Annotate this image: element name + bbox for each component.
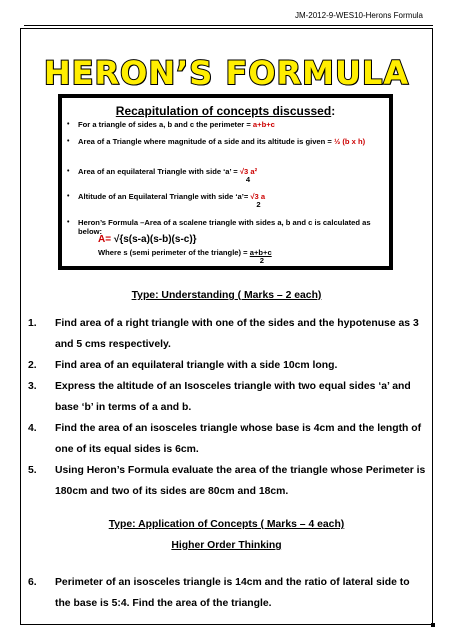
- page-title: HERON’S FORMULA: [43, 54, 410, 92]
- question-text: Find the area of an isosceles triangle whose base is 4cm and the length of one of its equal sides is 6cm.: [55, 423, 422, 455]
- recap-heading-colon: :: [331, 104, 336, 118]
- recap-box: [58, 94, 393, 270]
- recap-item-text: Area of an equilateral Triangle with side ‘a’ =: [78, 167, 240, 176]
- bullet-icon: •: [67, 168, 70, 175]
- bullet-icon: •: [67, 219, 70, 226]
- question-text: Perimeter of an isosceles triangle is 14cm and the ratio of lateral side to the base is 5:4. Find the area of the triangle.: [55, 577, 410, 609]
- bullet-icon: •: [67, 138, 70, 145]
- recap-item-highlight: ½ (b x h): [333, 137, 366, 146]
- question-number: 4.: [28, 423, 37, 434]
- document-code: JM-2012-9-WES10-Herons Formula: [294, 11, 423, 20]
- question-number: 5.: [28, 465, 37, 476]
- recap-item-highlight: √3 a: [250, 192, 266, 201]
- fraction-denominator: 2: [259, 256, 264, 265]
- semi-perimeter-definition: [98, 248, 272, 265]
- question-text: Find area of an equilateral triangle with a side 10cm long.: [55, 360, 338, 371]
- question-number: 2.: [28, 360, 37, 371]
- recap-heading: [62, 104, 389, 118]
- question-item: [28, 376, 426, 418]
- recap-item-text: For a triangle of sides a, b and c the perimeter =: [78, 120, 253, 129]
- where-numerator: a+b+c: [249, 248, 272, 257]
- question-item: [28, 460, 426, 502]
- question-number: 6.: [28, 577, 37, 588]
- recap-item-highlight: a+b+c: [252, 120, 275, 129]
- recap-item-text: Altitude of an Equilateral Triangle with side ‘a’=: [78, 192, 251, 201]
- formula-expression: √{s(s-a)(s-b)(s-c)}: [113, 234, 197, 245]
- recap-item-text: Heron’s Formula –Area of a scalene triangle with sides a, b and c is calculated as below:: [78, 218, 371, 236]
- fraction-denominator: 2: [256, 200, 261, 209]
- question-item: [28, 355, 426, 376]
- recap-item-highlight: √3 a²: [239, 167, 258, 176]
- section-heading: Type: Understanding ( Marks – 2 each): [131, 290, 322, 301]
- recap-item-text: Area of a Triangle where magnitude of a side and its altitude is given =: [78, 137, 334, 146]
- recap-heading-text: Recapitulation of concepts discussed: [115, 104, 332, 118]
- header-divider: [24, 25, 433, 26]
- section-heading: Type: Application of Concepts ( Marks – 4 each): [108, 519, 345, 530]
- where-text: Where s (semi perimeter of the triangle) =: [98, 248, 250, 257]
- heron-formula: [98, 234, 197, 245]
- section-subheading: Higher Order Thinking: [171, 540, 282, 551]
- question-number: 1.: [28, 318, 37, 329]
- question-text: Express the altitude of an Isosceles triangle with two equal sides ‘a’ and base ‘b’ in terms of a and b.: [55, 381, 411, 413]
- question-number: 3.: [28, 381, 37, 392]
- bullet-icon: •: [67, 121, 70, 128]
- question-text: Using Heron’s Formula evaluate the area of the triangle whose Perimeter is 180cm and two of its sides are 80cm and 18cm.: [55, 465, 426, 497]
- bullet-icon: •: [67, 193, 70, 200]
- fraction-denominator: 4: [245, 175, 251, 184]
- question-item: [28, 313, 426, 355]
- question-text: Find area of a right triangle with one of the sides and the hypotenuse as 3 and 5 cms respectively.: [55, 318, 419, 350]
- question-item: [28, 572, 426, 614]
- formula-prefix: A=: [98, 234, 114, 245]
- question-item: [28, 418, 426, 460]
